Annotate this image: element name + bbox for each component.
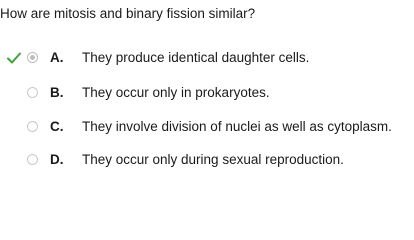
radio-button[interactable]	[27, 87, 38, 98]
checkmark-icon	[6, 50, 22, 66]
option-a[interactable]	[0, 47, 414, 71]
option-text: They occur only in prokaryotes.	[82, 85, 270, 100]
option-letter: B.	[50, 85, 64, 100]
option-text: They involve division of nuclei as well as cytoplasm.	[82, 119, 392, 134]
option-text: They produce identical daughter cells.	[82, 50, 310, 65]
option-letter: A.	[50, 50, 64, 65]
option-c[interactable]	[0, 116, 414, 140]
question-text: How are mitosis and binary fission similar?	[0, 6, 256, 21]
option-d[interactable]	[0, 149, 414, 173]
radio-button[interactable]	[27, 154, 38, 165]
radio-button[interactable]	[27, 121, 38, 132]
radio-button[interactable]	[27, 52, 38, 63]
option-letter: C.	[50, 119, 64, 134]
option-letter: D.	[50, 152, 64, 167]
option-b[interactable]	[0, 82, 414, 106]
option-text: They occur only during sexual reproduction.	[82, 152, 344, 167]
